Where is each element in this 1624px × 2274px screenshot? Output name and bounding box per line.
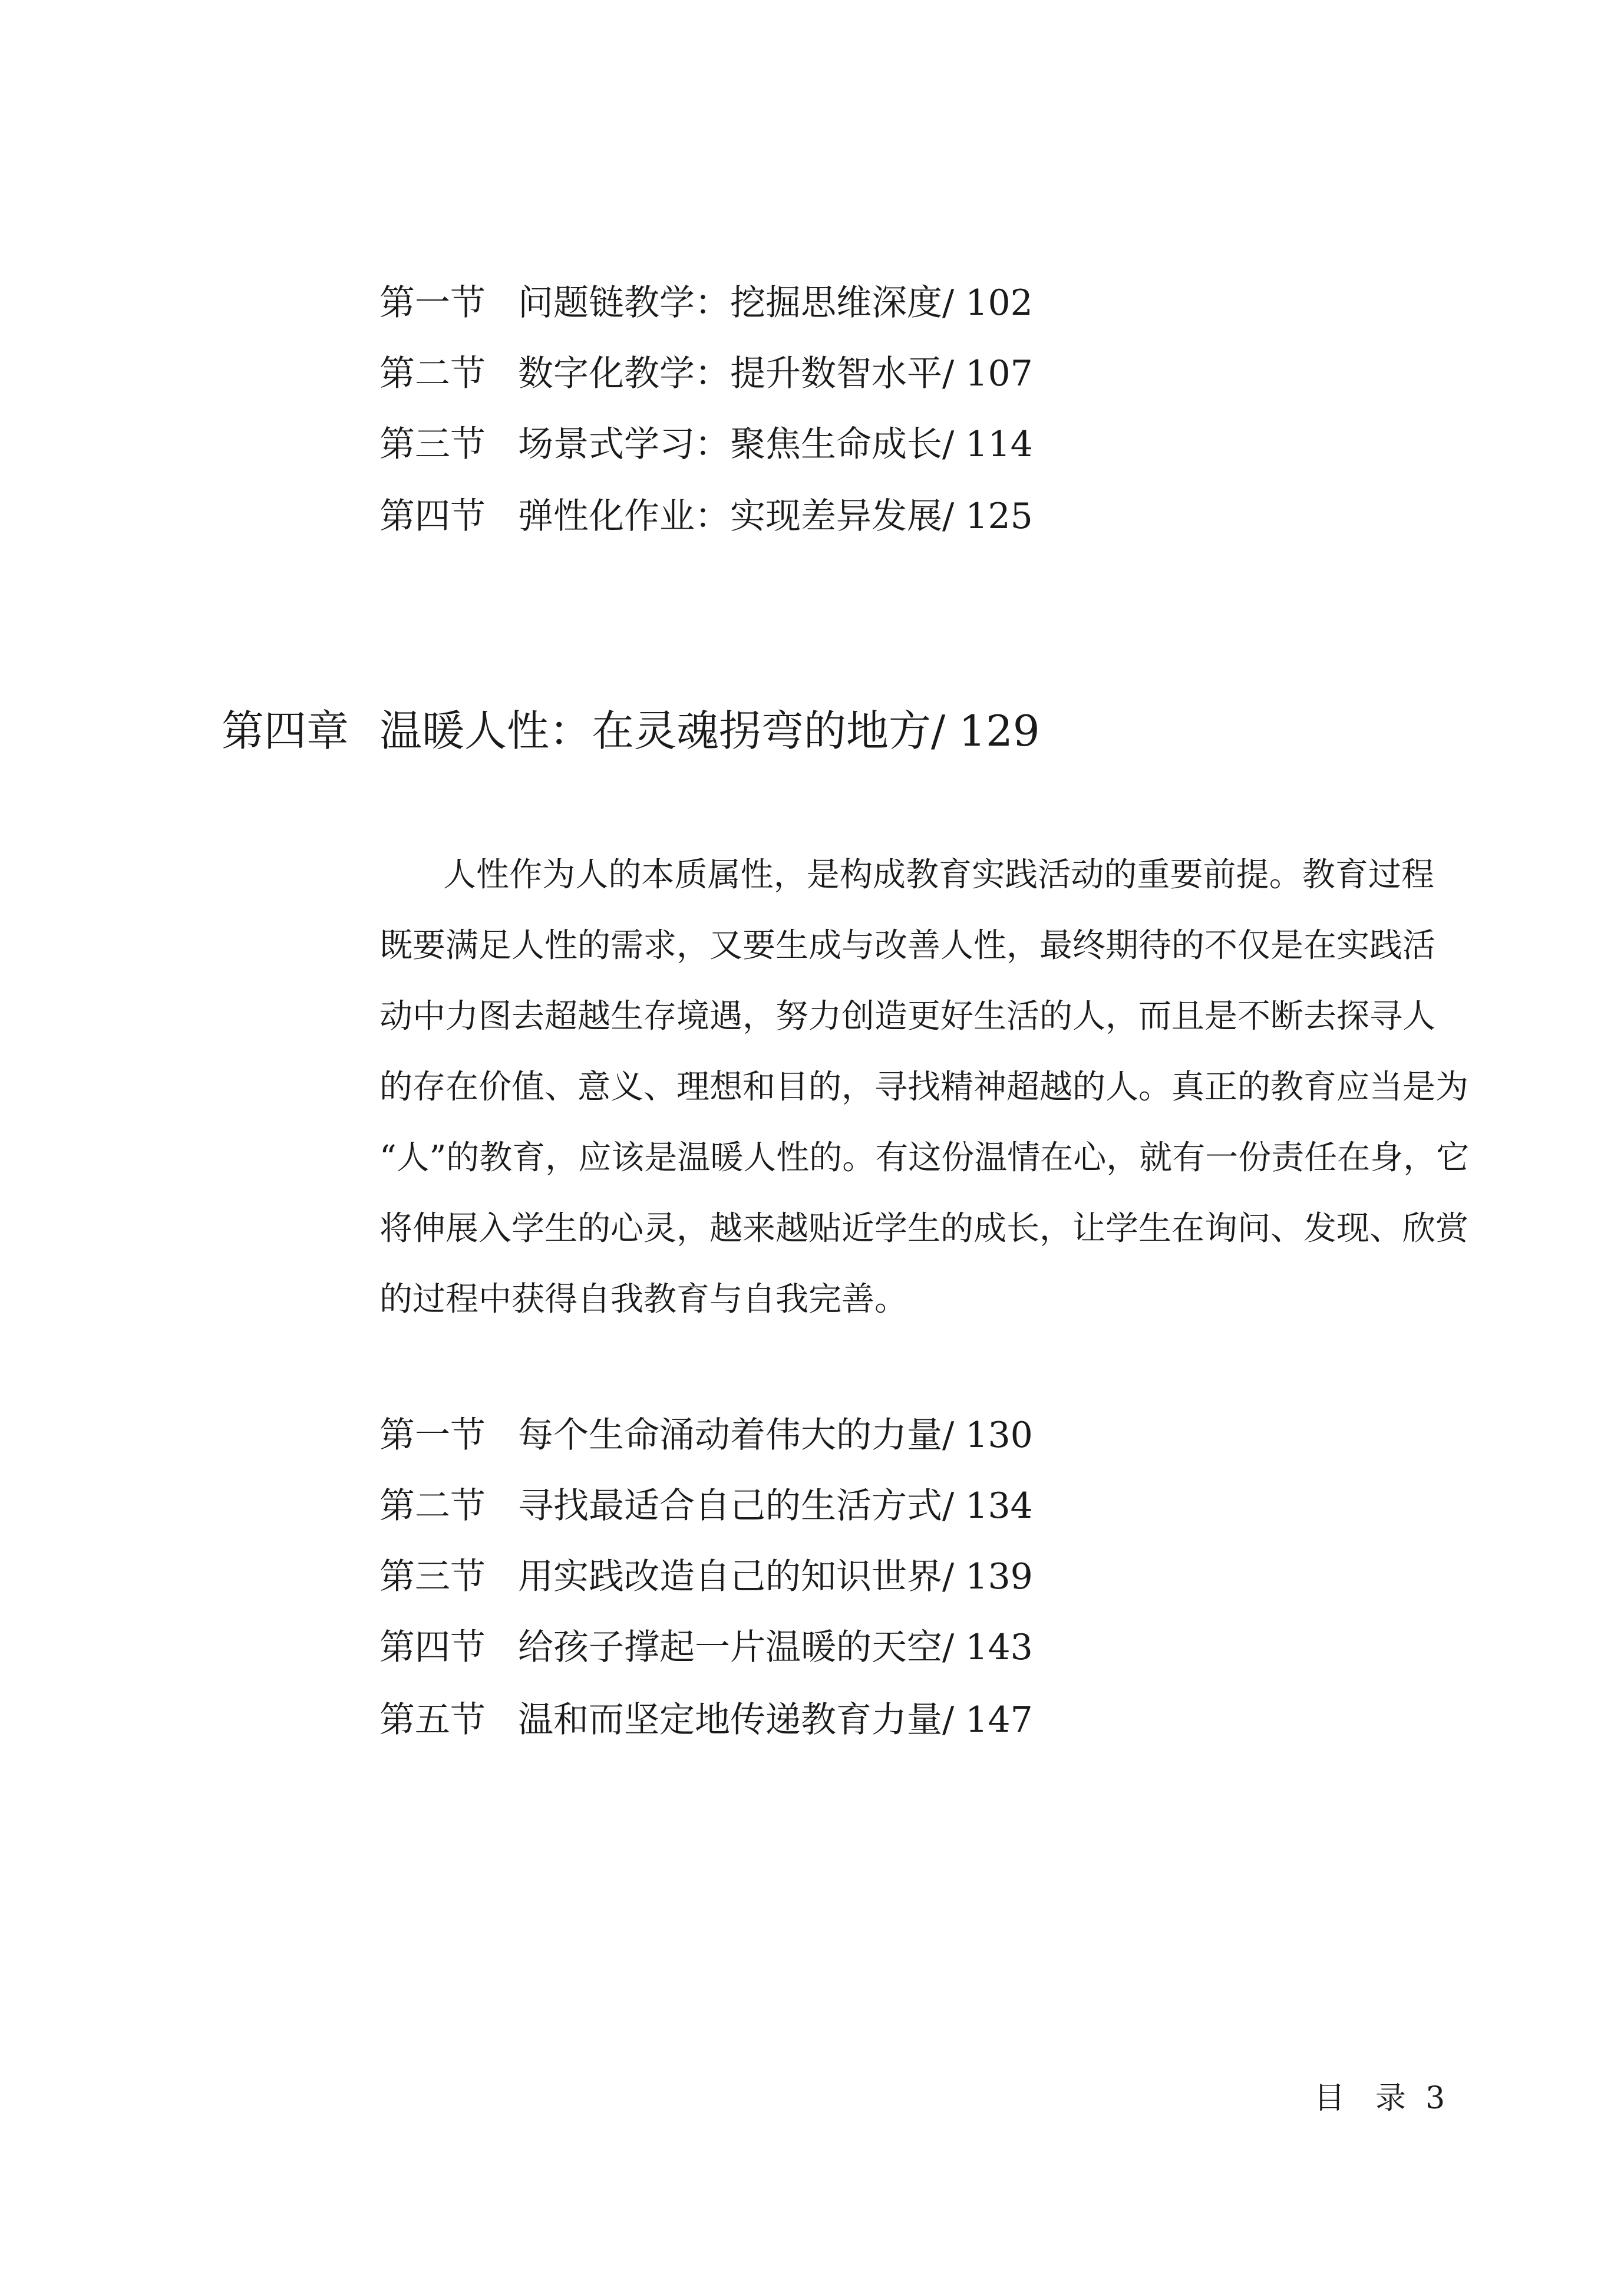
section-label: 第四节 <box>379 1627 486 1668</box>
page-footer <box>1314 2078 1445 2119</box>
section-label: 第一节 <box>379 282 486 324</box>
toc-section-entry <box>379 279 1033 327</box>
section-title: 用实践改造自己的知识世界 <box>518 1556 942 1597</box>
paragraph-line: 的存在价值、意义、理想和目的，寻找精神超越的人。真正的教育应当是为 <box>379 1068 1468 1106</box>
section-label: 第一节 <box>379 1415 486 1456</box>
section-label: 第五节 <box>379 1699 486 1741</box>
chapter-page: / 129 <box>931 706 1040 756</box>
section-page: / 130 <box>942 1415 1033 1456</box>
section-label: 第四节 <box>379 496 486 537</box>
section-title: 场景式学习：聚焦生命成长 <box>518 424 942 465</box>
section-title: 数字化教学：提升数智水平 <box>518 353 942 394</box>
section-page: / 139 <box>942 1556 1033 1597</box>
section-page: / 102 <box>942 282 1033 324</box>
chapter-title: 温暖人性：在灵魂拐弯的地方 <box>379 706 932 756</box>
section-title: 温和而坚定地传递教育力量 <box>518 1699 942 1741</box>
toc-chapter-heading <box>222 704 1040 757</box>
toc-section-entry <box>379 421 1033 468</box>
section-title: 每个生命涌动着伟大的力量 <box>518 1415 942 1456</box>
section-page: / 134 <box>942 1485 1033 1527</box>
toc-section-entry <box>379 350 1033 397</box>
paragraph-line: 将伸展入学生的心灵，越来越贴近学生的成长，让学生在询问、发现、欣赏 <box>379 1209 1468 1248</box>
paragraph-line: 既要满足人性的需求，又要生成与改善人性，最终期待的不仅是在实践活 <box>379 927 1435 965</box>
section-page: / 107 <box>942 353 1033 394</box>
section-title: 给孩子撑起一片温暖的天空 <box>518 1627 942 1668</box>
section-label: 第三节 <box>379 1556 486 1597</box>
page-number: 3 <box>1425 2081 1445 2116</box>
paragraph-line: “人”的教育，应该是温暖人性的。有这份温情在心，就有一份责任在身，它 <box>379 1139 1470 1177</box>
section-page: / 114 <box>942 424 1033 465</box>
section-title: 寻找最适合自己的生活方式 <box>518 1485 942 1527</box>
chapter-label: 第四章 <box>222 706 349 756</box>
toc-section-entry <box>379 1624 1033 1671</box>
section-label: 第二节 <box>379 353 486 394</box>
toc-section-entry <box>379 493 1033 540</box>
section-page: / 125 <box>942 496 1033 537</box>
toc-section-entry <box>379 1696 1033 1744</box>
toc-section-entry <box>379 1482 1033 1530</box>
paragraph-line: 动中力图去超越生存境遇，努力创造更好生活的人，而且是不断去探寻人 <box>379 997 1435 1036</box>
toc-section-entry <box>379 1412 1033 1459</box>
chapter-summary-paragraph <box>379 843 1470 1338</box>
section-title: 问题链教学：挖掘思维深度 <box>518 282 942 324</box>
section-title: 弹性化作业：实现差异发展 <box>518 496 942 537</box>
paragraph-line: 人性作为人的本质属性，是构成教育实践活动的重要前提。教育过程 <box>443 856 1434 894</box>
section-label: 第二节 <box>379 1485 486 1527</box>
paragraph-line: 的过程中获得自我教育与自我完善。 <box>379 1280 907 1319</box>
running-footer-title: 目 录 <box>1314 2081 1407 2116</box>
section-label: 第三节 <box>379 424 486 465</box>
section-page: / 147 <box>942 1699 1033 1741</box>
section-page: / 143 <box>942 1627 1033 1668</box>
toc-section-entry <box>379 1553 1033 1600</box>
